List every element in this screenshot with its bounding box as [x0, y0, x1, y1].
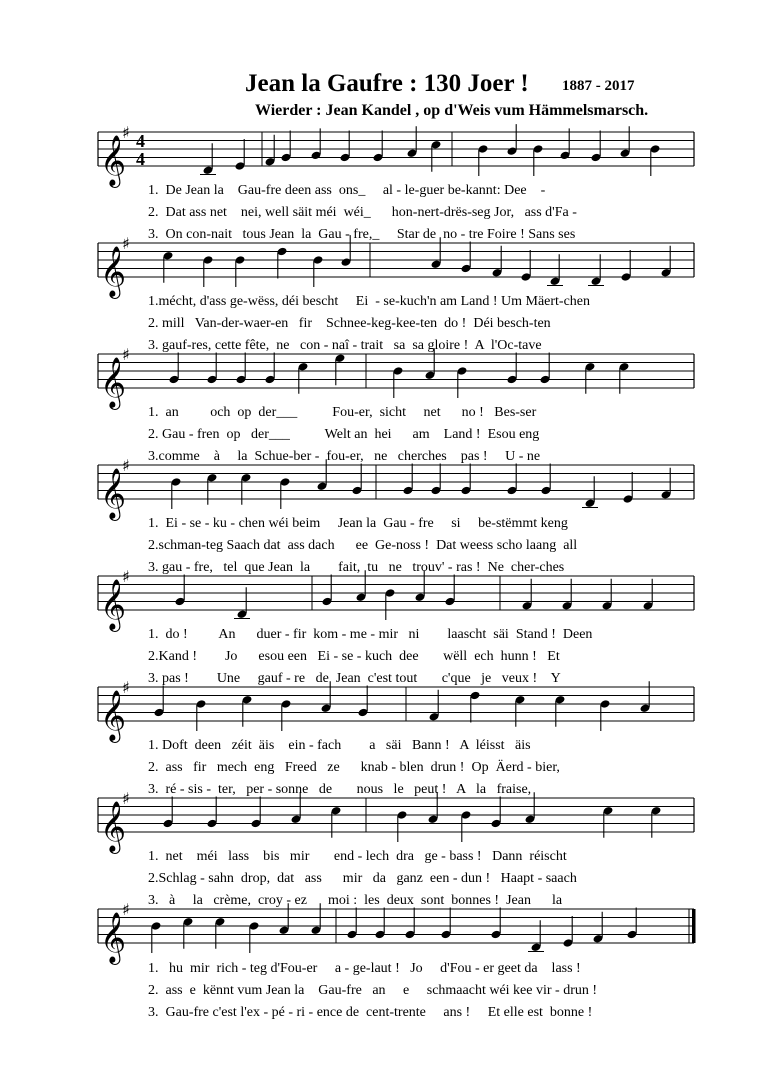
- note: [507, 353, 518, 385]
- note: [403, 464, 414, 496]
- sharp-icon: ♯: [122, 234, 130, 253]
- note: [627, 908, 638, 940]
- note: [322, 575, 333, 607]
- note: [298, 362, 309, 394]
- note: [393, 366, 404, 398]
- lyric-line-verse-1: 1. Ei - se - ku - chen wéi beim Jean la Gau - fre si be-stëmmt keng: [148, 516, 568, 531]
- lyric-line-verse-1: 1. De Jean la Gau-fre deen ass ons_ al - le-guer be-kannt: Dee -: [148, 183, 546, 198]
- note: [169, 353, 180, 385]
- note: [163, 251, 174, 283]
- note: [491, 797, 502, 829]
- lyric-line-verse-2: 2.Kand ! Jo esou een Ei - se - kuch dee wëll ech hunn ! Et: [148, 649, 560, 664]
- note: [591, 131, 602, 163]
- sharp-icon: ♯: [122, 789, 130, 808]
- note: [623, 472, 634, 504]
- staff-system: [98, 900, 696, 965]
- note: [620, 126, 631, 158]
- note: [431, 140, 442, 172]
- note: [528, 920, 544, 952]
- staff-system: [98, 345, 694, 410]
- note: [582, 476, 598, 508]
- note: [600, 699, 611, 731]
- note: [196, 699, 207, 731]
- lyric-line-verse-2: 2. Dat ass net nei, well säit méi wéi_ hon-nert-drës-seg Jor, ass d'Fa -: [148, 205, 577, 220]
- lyric-line-verse-2: 2.Schlag - sahn drop, dat ass mir da ganz een - dun ! Haapt - saach: [148, 871, 577, 886]
- note: [507, 464, 518, 496]
- note: [171, 477, 182, 509]
- note: [175, 575, 186, 607]
- note: [163, 797, 174, 829]
- year-range: 1887 - 2017: [562, 78, 635, 94]
- staff-system: [98, 678, 694, 743]
- note: [478, 144, 489, 176]
- treble-clef-icon: 𝄞: [100, 357, 127, 408]
- staff-system: [98, 123, 694, 188]
- note: [407, 126, 418, 158]
- note: [470, 691, 481, 723]
- time-signature-top: 4: [136, 131, 145, 151]
- sharp-icon: ♯: [122, 123, 130, 142]
- note: [429, 690, 440, 722]
- final-barline-thick: [692, 909, 696, 943]
- staff-system: [98, 567, 694, 632]
- lyric-line-verse-2: 2.schman-teg Saach dat ass dach ee Ge-noss ! Dat weess scho laang all: [148, 538, 578, 553]
- note: [207, 353, 218, 385]
- note: [358, 686, 369, 718]
- note: [431, 464, 442, 496]
- note: [619, 362, 630, 394]
- lyric-line-verse-3: 3. ré - sis - ter, per - sonne de nous le peut ! A la fraise,: [148, 782, 532, 797]
- treble-clef-icon: 𝄞: [100, 468, 127, 519]
- note: [515, 695, 526, 727]
- sharp-icon: ♯: [122, 345, 130, 364]
- lyric-line-verse-2: 2. mill Van-der-waer-en fir Schnee-keg-kee-ten do ! Déi besch-ten: [148, 316, 551, 331]
- lyric-line-verse-2: 2. Gau - fren op der___ Welt an hei am Land ! Esou eng: [148, 427, 540, 442]
- note: [215, 917, 226, 949]
- note: [461, 464, 472, 496]
- lyric-line-verse-3: 3.comme à la Schue-ber - fou-er, ne cherches pas ! U - ne: [148, 449, 541, 464]
- note: [281, 699, 292, 731]
- lyric-line-verse-3: 3. Gau-fre c'est l'ex - pé - ri - ence de cent-trente ans ! Et elle est bonne !: [148, 1005, 593, 1020]
- note: [277, 247, 288, 279]
- note: [588, 254, 604, 286]
- note: [397, 810, 408, 842]
- note: [491, 908, 502, 940]
- note: [373, 131, 384, 163]
- note: [281, 131, 292, 163]
- treble-clef-icon: 𝄞: [100, 912, 127, 963]
- note: [183, 917, 194, 949]
- note: [200, 143, 216, 175]
- lyric-line-verse-3: 3. gau - fre, tel que Jean la fait, tu ne trouv' - ras ! Ne cher-ches: [148, 560, 565, 575]
- note: [461, 242, 472, 274]
- note: [242, 695, 253, 727]
- note: [563, 916, 574, 948]
- note: [405, 908, 416, 940]
- note: [593, 912, 604, 944]
- sharp-icon: ♯: [122, 678, 130, 697]
- note: [385, 588, 396, 620]
- sharp-icon: ♯: [122, 456, 130, 475]
- lyric-line-verse-1: 1. hu mir rich - teg d'Fou-er a - ge-laut ! Jo d'Fou - er geet da lass !: [148, 961, 581, 976]
- note: [562, 579, 573, 611]
- treble-clef-icon: 𝄞: [100, 801, 127, 852]
- lyric-line-verse-3: 3. gauf-res, cette fête, ne con - naî - trait sa sa gloire ! A l'Oc-tave: [148, 338, 542, 353]
- lyric-line-verse-3: 3. On con-nait tous Jean la Gau - fre,_ Star de no - tre Foire ! Sans ses: [148, 227, 576, 242]
- note: [151, 921, 162, 953]
- treble-clef-icon: 𝄞: [100, 579, 127, 630]
- note: [661, 468, 672, 500]
- note: [602, 579, 613, 611]
- note: [522, 579, 533, 611]
- note: [492, 246, 503, 278]
- note: [347, 908, 358, 940]
- note: [265, 135, 276, 167]
- time-signature-bottom: 4: [136, 149, 145, 169]
- note: [154, 686, 165, 718]
- note: [541, 464, 552, 496]
- note: [249, 921, 260, 953]
- note: [643, 579, 654, 611]
- note: [235, 139, 246, 171]
- treble-clef-icon: 𝄞: [100, 246, 127, 297]
- note: [375, 908, 386, 940]
- note: [521, 250, 532, 282]
- note: [331, 806, 342, 838]
- note: [640, 681, 651, 713]
- note: [650, 144, 661, 176]
- note: [251, 797, 262, 829]
- note: [651, 806, 662, 838]
- note: [340, 131, 351, 163]
- note: [280, 477, 291, 509]
- staff-system: [98, 789, 694, 854]
- note: [236, 353, 247, 385]
- note: [234, 587, 250, 619]
- staff-system: [98, 234, 694, 299]
- note: [445, 575, 456, 607]
- note: [461, 810, 472, 842]
- treble-clef-icon: 𝄞: [100, 135, 127, 186]
- note: [547, 254, 563, 286]
- note: [203, 255, 214, 287]
- lyric-line-verse-1: 1. do ! An duer - fir kom - me - mir ni laascht säi Stand ! Deen: [148, 627, 593, 642]
- lyric-line-verse-1: 1. Doft deen zéit äis ein - fach a säi Bann ! A léisst äis: [148, 738, 531, 753]
- note: [661, 246, 672, 278]
- staff-system: [98, 456, 694, 521]
- note: [207, 473, 218, 505]
- note: [555, 695, 566, 727]
- note: [235, 255, 246, 287]
- note: [457, 366, 468, 398]
- lyric-line-verse-1: 1. an och op der___ Fou-er, sicht net no ! Bes-ser: [148, 405, 537, 420]
- note: [352, 464, 363, 496]
- note: [207, 797, 218, 829]
- page-title: Jean la Gaufre : 130 Joer !: [245, 70, 529, 97]
- note: [560, 128, 571, 160]
- note: [335, 353, 346, 385]
- sharp-icon: ♯: [122, 567, 130, 586]
- subtitle: Wierder : Jean Kandel , op d'Weis vum Hämmelsmarsch.: [255, 102, 649, 119]
- lyric-line-verse-3: 3. à la crème, croy - ez moi : les deux sont bonnes ! Jean la: [148, 893, 563, 908]
- note: [313, 255, 324, 287]
- note: [241, 473, 252, 505]
- note: [540, 353, 551, 385]
- sharp-icon: ♯: [122, 900, 130, 919]
- lyric-line-verse-1: 1.mécht, d'ass ge-wëss, déi bescht Ei - se-kuch'n am Land ! Um Mäert-chen: [148, 294, 591, 309]
- treble-clef-icon: 𝄞: [100, 690, 127, 741]
- note: [311, 128, 322, 160]
- lyric-line-verse-1: 1. net méi lass bis mir end - lech dra ge - bass ! Dann réischt: [148, 849, 567, 864]
- note: [621, 250, 632, 282]
- note: [603, 806, 614, 838]
- note: [585, 362, 596, 394]
- lyric-line-verse-3: 3. pas ! Une gauf - re de Jean c'est tout c'que je veux ! Y: [148, 671, 561, 686]
- note: [533, 144, 544, 176]
- note: [441, 908, 452, 940]
- lyric-line-verse-2: 2. ass fir mech eng Freed ze knab - blen drun ! Op Äerd - bier,: [148, 760, 560, 775]
- note: [265, 353, 276, 385]
- lyric-line-verse-2: 2. ass e kënnt vum Jean la Gau-fre an e schmaacht wéi kee vir - drun !: [148, 983, 598, 998]
